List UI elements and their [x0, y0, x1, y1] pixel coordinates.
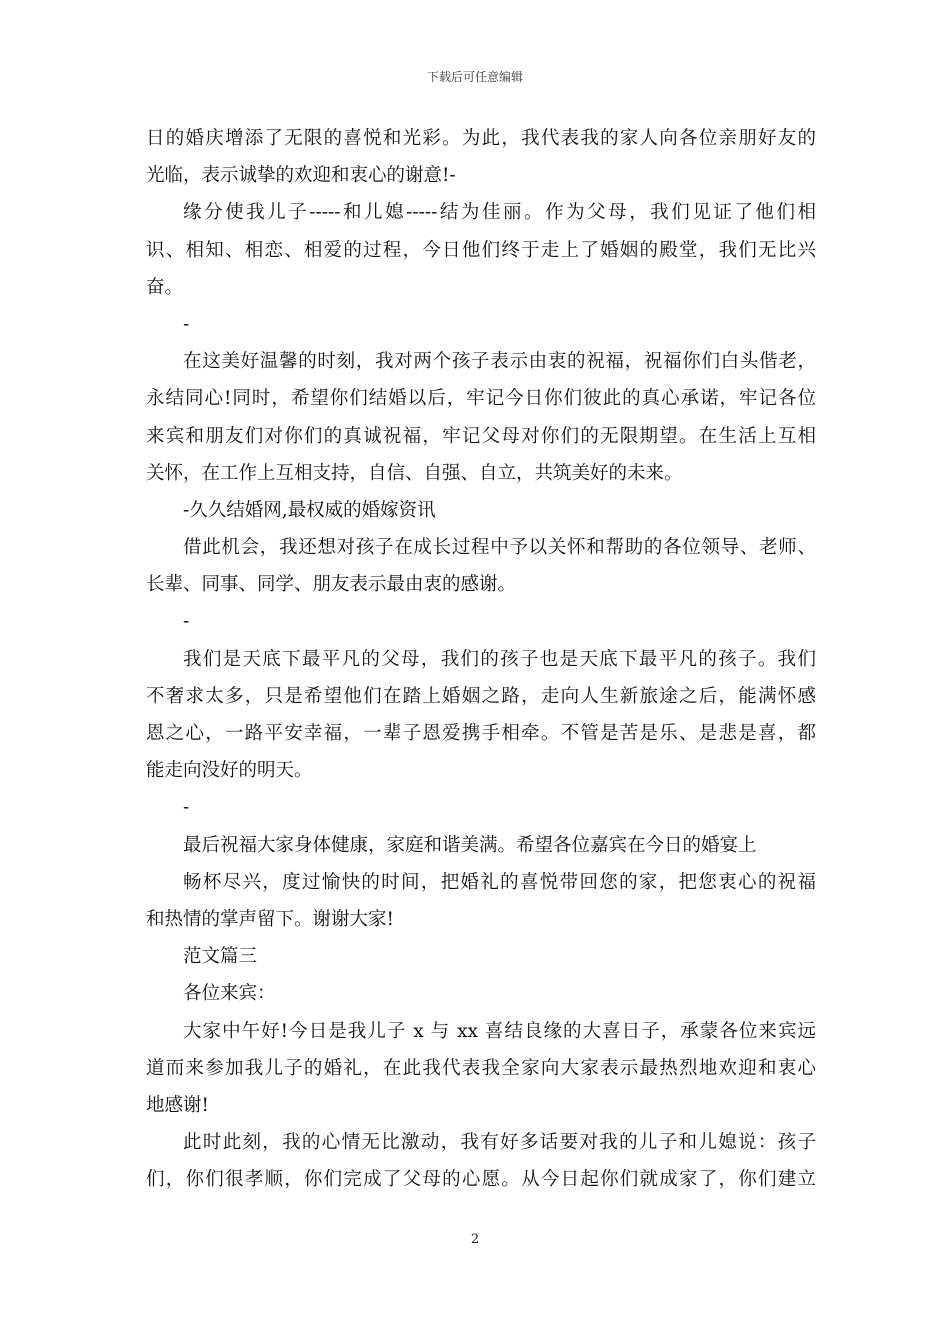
text-line: -: [183, 313, 190, 335]
text-line: 永结同心!同时，希望你们结婚以后，牢记今日你们彼此的真心承诺，牢记各位: [146, 388, 816, 410]
text-line: -: [183, 611, 190, 633]
text-line: 和热情的掌声留下。谢谢大家!: [146, 908, 394, 930]
text-line: 能走向没好的明天。: [146, 760, 313, 782]
text-line: 关怀，在工作上互相支持，自信、自强、自立，共筑美好的未来。: [146, 462, 683, 484]
text-line: 长辈、同事、同学、朋友表示最由衷的感谢。: [146, 574, 517, 596]
document-body: [146, 120, 816, 1198]
text-line: 恩之心，一路平安幸福，一辈子恩爱携手相牵。不管是苦是乐、是悲是喜，都: [146, 723, 816, 744]
text-line: 光临，表示诚挚的欢迎和衷心的谢意!-: [146, 165, 456, 187]
text-line: 奋。: [146, 276, 184, 298]
text-line: 范文篇三: [183, 946, 258, 968]
text-line: 大家中午好!今日是我儿子 x 与 xx 喜结良缘的大喜日子，承蒙各位来宾远: [183, 1020, 816, 1042]
text-line: 道而来参加我儿子的婚礼，在此我代表我全家向大家表示最热烈地欢迎和衷心: [146, 1057, 816, 1079]
page-number: 2: [470, 1232, 480, 1247]
text-line: -久久结婚网,最权威的婚嫁资讯: [183, 499, 436, 521]
text-line: 识、相知、相恋、相爱的过程，今日他们终于走上了婚姻的殿堂，我们无比兴: [146, 239, 816, 261]
text-line: -: [183, 797, 190, 819]
text-line: 缘分使我儿子-----和儿媳-----结为佳丽。作为父母，我们见证了他们相: [183, 202, 816, 224]
text-line: 畅杯尽兴，度过愉快的时间，把婚礼的喜悦带回您的家，把您衷心的祝福: [183, 871, 816, 893]
text-line: 在这美好温馨的时刻，我对两个孩子表示由衷的祝福，祝福你们白头偕老，: [183, 351, 816, 373]
text-line: 不奢求太多，只是希望他们在踏上婚姻之路，走向人生新旅途之后，能满怀感: [146, 685, 816, 707]
text-line: 来宾和朋友们对你们的真诚祝福，牢记父母对你们的无限期望。在生活上互相: [146, 425, 816, 447]
page-header: 下载后可任意编辑: [426, 70, 523, 84]
text-line: 此时此刻，我的心情无比激动，我有好多话要对我的儿子和儿媳说：孩子: [183, 1132, 816, 1154]
text-line: 日的婚庆增添了无限的喜悦和光彩。为此，我代表我的家人向各位亲朋好友的: [146, 128, 816, 149]
text-line: 地感谢!: [146, 1094, 209, 1116]
text-line: 最后祝福大家身体健康，家庭和谐美满。希望各位嘉宾在今日的婚宴上: [183, 834, 757, 856]
text-line: 借此机会，我还想对孩子在成长过程中予以关怀和帮助的各位领导、老师、: [183, 537, 816, 559]
text-line: 们，你们很孝顺，你们完成了父母的心愿。从今日起你们就成家了，你们建立: [146, 1169, 816, 1191]
text-line: 我们是天底下最平凡的父母，我们的孩子也是天底下最平凡的孩子。我们: [183, 648, 816, 670]
text-line: 各位来宾：: [183, 983, 276, 1005]
